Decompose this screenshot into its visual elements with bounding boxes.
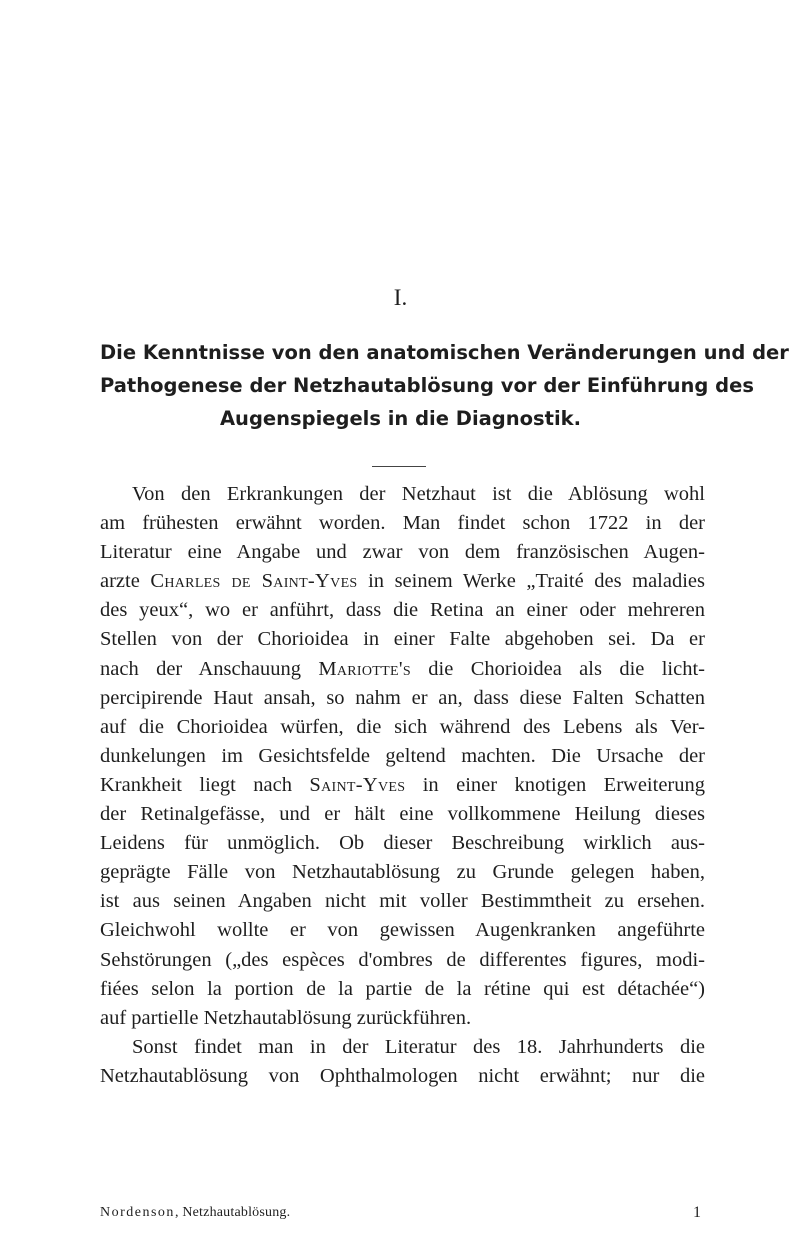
text-line: Stellen von der Chorioidea in einer Falte abgehoben sei. Da er [100,628,705,651]
text-line: Von den Erkrankungen der Netzhaut ist die Ablösung wohl [132,483,705,505]
text-line: Gleichwohl wollte er von gewissen Augenkranken angeführte [100,919,705,942]
text-line: nach der Anschauung Mariotte's die Chorioidea als die licht- [100,657,705,680]
text-line: ist aus seinen Angaben nicht mit voller Bestimmtheit zu ersehen. [100,890,705,913]
text-line: Sonst findet man in der Literatur des 18. Jahrhunderts die [132,1035,705,1058]
author-name: Mariotte's [318,657,411,680]
text-line: Leidens für unmöglich. Ob dieser Beschreibung wirklich aus- [100,832,705,855]
text-line: fiées selon la portion de la partie de la rétine qui est détachée“) [100,977,705,1000]
text-line: des yeux“, wo er anführt, dass die Retina an einer oder mehreren [100,599,705,622]
chapter-title-line: Die Kenntnisse von den anatomischen Veränderungen und der [100,341,789,364]
text-line: arzte Charles de Saint-Yves in seinem Werke „Traité des maladies [100,570,705,593]
text-line: Literatur eine Angabe und zwar von dem französischen Augen- [100,541,705,564]
author-name: Charles de Saint-Yves [150,570,358,593]
signature-mark: Nordenson, Netzhautablösung. [100,1205,291,1220]
text-line: Krankheit liegt nach Saint-Yves in einer knotigen Erweiterung [100,773,705,796]
text-line: geprägte Fälle von Netzhautablösung zu Grunde gelegen haben, [100,861,705,884]
sheet-number: 1 [693,1204,701,1221]
chapter-title-line: Pathogenese der Netzhautablösung vor der Einführung des [100,374,754,397]
chapter-number: I. [393,285,408,310]
text-line: der Retinalgefässe, und er hält eine vollkommene Heilung dieses [100,803,705,826]
text-line: am frühesten erwähnt worden. Man findet schon 1722 in der [100,512,705,535]
text-line: Netzhautablösung von Ophthalmologen nicht erwähnt; nur die [100,1064,705,1087]
body-text [100,480,705,1091]
page-footer [100,1203,705,1223]
text-line: auf die Chorioidea würfen, die sich während des Lebens als Ver- [100,715,705,738]
section-divider [372,466,426,467]
chapter-title-line: Augenspiegels in die Diagnostik. [219,407,582,430]
text-line: dunkelungen im Gesichtsfelde geltend machten. Die Ursache der [100,744,705,767]
author-name: Saint-Yves [309,773,406,796]
chapter-title [100,336,789,435]
text-line: percipirende Haut ansah, so nahm er an, dass diese Falten Schatten [100,686,705,709]
text-line: auf partielle Netzhautablösung zurückführen. [100,1006,472,1029]
text-line: Sehstörungen („des espèces d'ombres de differentes figures, modi- [100,948,705,971]
